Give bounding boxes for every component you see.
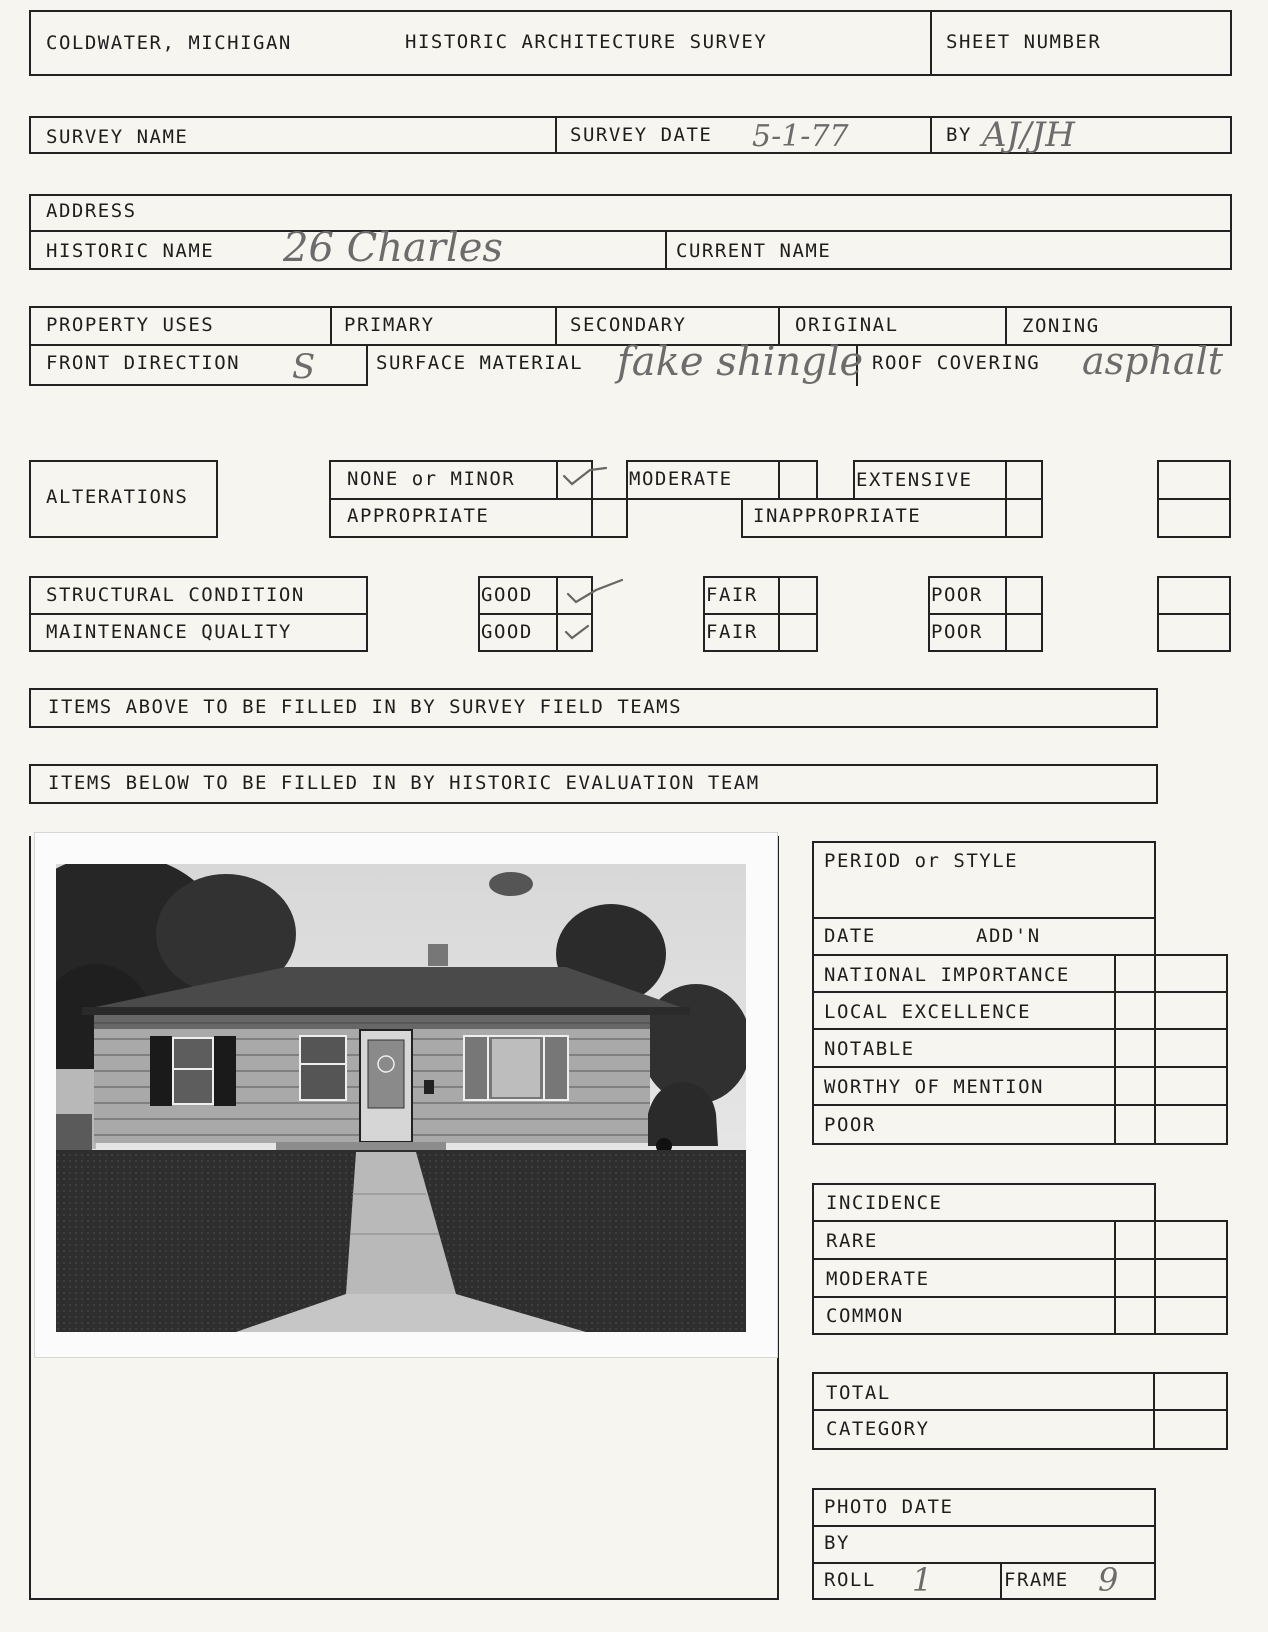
roof-covering-label: ROOF COVERING (872, 352, 1041, 374)
property-uses-label: PROPERTY USES (46, 314, 215, 336)
instructions-below: ITEMS BELOW TO BE FILLED IN BY HISTORIC EVALUATION TEAM (48, 772, 760, 794)
alterations-label: ALTERATIONS (46, 486, 189, 508)
structural-fair-label: FAIR (706, 584, 758, 606)
primary-label: PRIMARY (344, 314, 435, 336)
historic-name-label: HISTORIC NAME (46, 240, 215, 262)
survey-date-label: SURVEY DATE (570, 124, 713, 146)
rare-label: RARE (826, 1230, 878, 1252)
local-excellence-label: LOCAL EXCELLENCE (824, 1001, 1032, 1023)
moderate-label: MODERATE (629, 468, 733, 490)
total-label: TOTAL (826, 1382, 891, 1404)
common-label: COMMON (826, 1305, 904, 1327)
surveyed-by-label: BY (946, 124, 972, 146)
structural-condition-label: STRUCTURAL CONDITION (46, 584, 305, 606)
addn-label: ADD'N (976, 925, 1041, 947)
roof-covering-value: asphalt (1082, 339, 1224, 383)
address-label: ADDRESS (46, 200, 137, 222)
maintenance-quality-label: MAINTENANCE QUALITY (46, 621, 292, 643)
photo-date-label: PHOTO DATE (824, 1496, 954, 1518)
historic-name-value: 26 Charles (283, 225, 503, 271)
surface-material-label: SURFACE MATERIAL (376, 352, 584, 374)
category-label: CATEGORY (826, 1418, 930, 1440)
none-or-minor-label: NONE or MINOR (347, 468, 516, 490)
frame-value: 9 (1098, 1561, 1119, 1599)
evaluation-box (812, 841, 1156, 1145)
house-photograph (56, 864, 746, 1332)
period-style-label: PERIOD or STYLE (824, 850, 1019, 872)
roll-label: ROLL (824, 1569, 876, 1591)
front-direction-label: FRONT DIRECTION (46, 352, 241, 374)
front-direction-value: S (292, 347, 316, 387)
incidence-label: INCIDENCE (826, 1192, 943, 1214)
maintenance-fair-label: FAIR (706, 621, 758, 643)
check-mark-icon (560, 462, 610, 490)
incidence-moderate-label: MODERATE (826, 1268, 930, 1290)
city-label: COLDWATER, MICHIGAN (46, 32, 292, 54)
worthy-of-mention-label: WORTHY OF MENTION (824, 1076, 1044, 1098)
structural-good-label: GOOD (481, 584, 533, 606)
instructions-above: ITEMS ABOVE TO BE FILLED IN BY SURVEY FIELD TEAMS (48, 696, 683, 718)
zoning-label: ZONING (1022, 315, 1100, 337)
photo-by-label: BY (824, 1532, 850, 1554)
survey-date-value: 5-1-77 (752, 119, 849, 154)
sheet-number-label: SHEET NUMBER (946, 31, 1102, 53)
appropriate-label: APPROPRIATE (347, 505, 490, 527)
current-name-label: CURRENT NAME (676, 240, 832, 262)
original-label: ORIGINAL (795, 314, 899, 336)
maintenance-good-label: GOOD (481, 621, 533, 643)
secondary-label: SECONDARY (570, 314, 687, 336)
survey-name-label: SURVEY NAME (46, 126, 189, 148)
national-importance-label: NATIONAL IMPORTANCE (824, 964, 1070, 986)
structural-poor-label: POOR (931, 584, 983, 606)
inappropriate-label: INAPPROPRIATE (753, 505, 922, 527)
check-mark-icon (562, 576, 626, 610)
notable-label: NOTABLE (824, 1038, 915, 1060)
form-title: HISTORIC ARCHITECTURE SURVEY (405, 31, 768, 53)
evaluation-poor-label: POOR (824, 1114, 876, 1136)
extensive-label: EXTENSIVE (856, 469, 973, 491)
frame-label: FRAME (1004, 1569, 1069, 1591)
surface-material-value: fake shingle (617, 339, 864, 385)
roll-value: 1 (912, 1561, 933, 1599)
maintenance-poor-label: POOR (931, 621, 983, 643)
surveyed-by-value: AJ/JH (982, 115, 1075, 155)
check-mark-icon (562, 616, 598, 646)
date-label: DATE (824, 925, 876, 947)
